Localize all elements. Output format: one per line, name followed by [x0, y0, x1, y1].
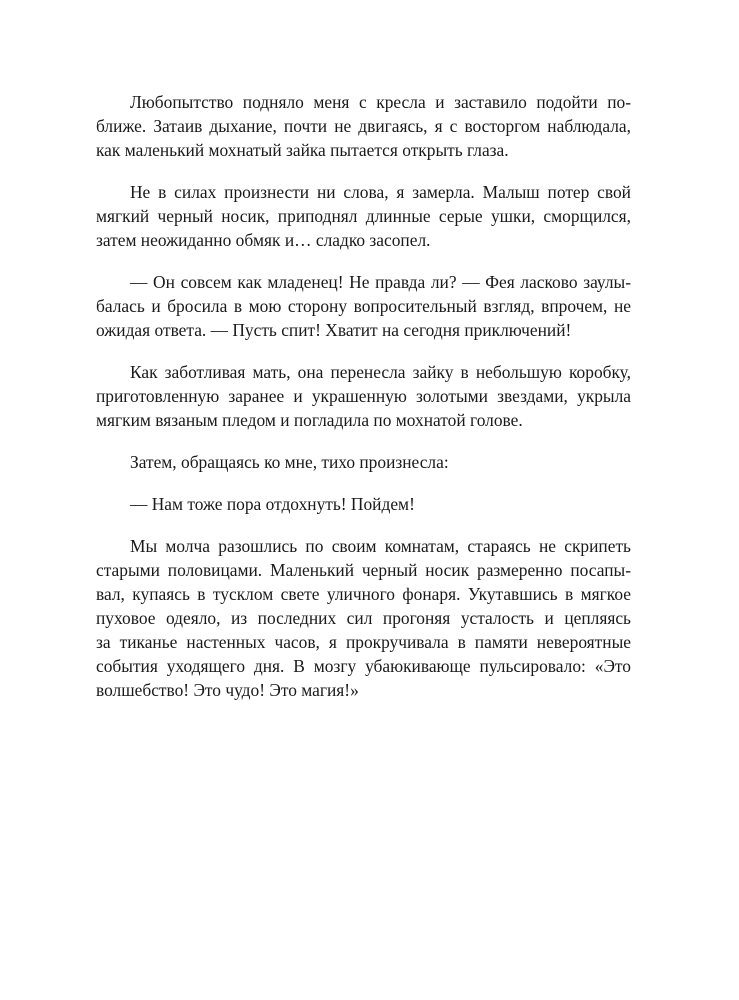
text-line: Любопытство подняло меня с кресла и заставило подойти по-: [130, 92, 631, 112]
text-line: мягкий черный носик, приподнял длинные серые ушки, сморщился,: [96, 206, 631, 226]
paragraph-gap: [96, 162, 631, 180]
text-line: как маленький мохнатый зайка пытается открыть глаза.: [96, 140, 509, 160]
paragraph-gap: [96, 342, 631, 360]
text-line: приготовленную заранее и украшенную золотыми звездами, укрыла: [96, 386, 631, 406]
text-line: ожидая ответа. — Пусть спит! Хватит на сегодня приключений!: [96, 320, 572, 340]
text-line: Мы молча разошлись по своим комнатам, стараясь не скрипеть: [130, 536, 631, 556]
text-line: балась и бросила в мою сторону вопросительный взгляд, впрочем, не: [96, 296, 631, 316]
text-line: — Нам тоже пора отдохнуть! Пойдем!: [130, 494, 415, 514]
body-text: [96, 90, 631, 702]
text-line: затем неожиданно обмяк и… сладко засопел.: [96, 230, 431, 250]
text-line: Как заботливая мать, она перенесла зайку в небольшую коробку,: [130, 362, 631, 382]
paragraph: [96, 90, 631, 162]
text-line: волшебство! Это чудо! Это магия!»: [96, 680, 359, 700]
text-line: мягким вязаным пледом и погладила по мохнатой голове.: [96, 410, 523, 430]
paragraph-gap: [96, 432, 631, 450]
paragraph: [96, 360, 631, 432]
paragraph: [96, 534, 631, 702]
text-line: события уходящего дня. В мозгу убаюкивающе пульсировало: «Это: [96, 656, 631, 676]
text-line: — Он совсем как младенец! Не правда ли? — Фея ласково заулы-: [130, 272, 631, 292]
paragraph: [96, 492, 631, 516]
paragraph: [96, 180, 631, 252]
text-line: ближе. Затаив дыхание, почти не двигаясь, я с восторгом наблюдала,: [96, 116, 631, 136]
text-line: старыми половицами. Маленький черный носик размеренно посапы-: [96, 560, 631, 580]
text-line: пуховое одеяло, из последних сил прогоняя усталость и цепляясь: [96, 608, 631, 628]
paragraph-gap: [96, 252, 631, 270]
paragraph: [96, 270, 631, 342]
paragraph: [96, 450, 631, 474]
paragraph-gap: [96, 474, 631, 492]
text-line: Не в силах произнести ни слова, я замерла. Малыш потер свой: [130, 182, 631, 202]
text-line: Затем, обращаясь ко мне, тихо произнесла:: [130, 452, 449, 472]
paragraph-gap: [96, 516, 631, 534]
text-line: вал, купаясь в тусклом свете уличного фонаря. Укутавшись в мягкое: [96, 584, 631, 604]
text-line: за тиканье настенных часов, я прокручивала в памяти невероятные: [96, 632, 631, 652]
